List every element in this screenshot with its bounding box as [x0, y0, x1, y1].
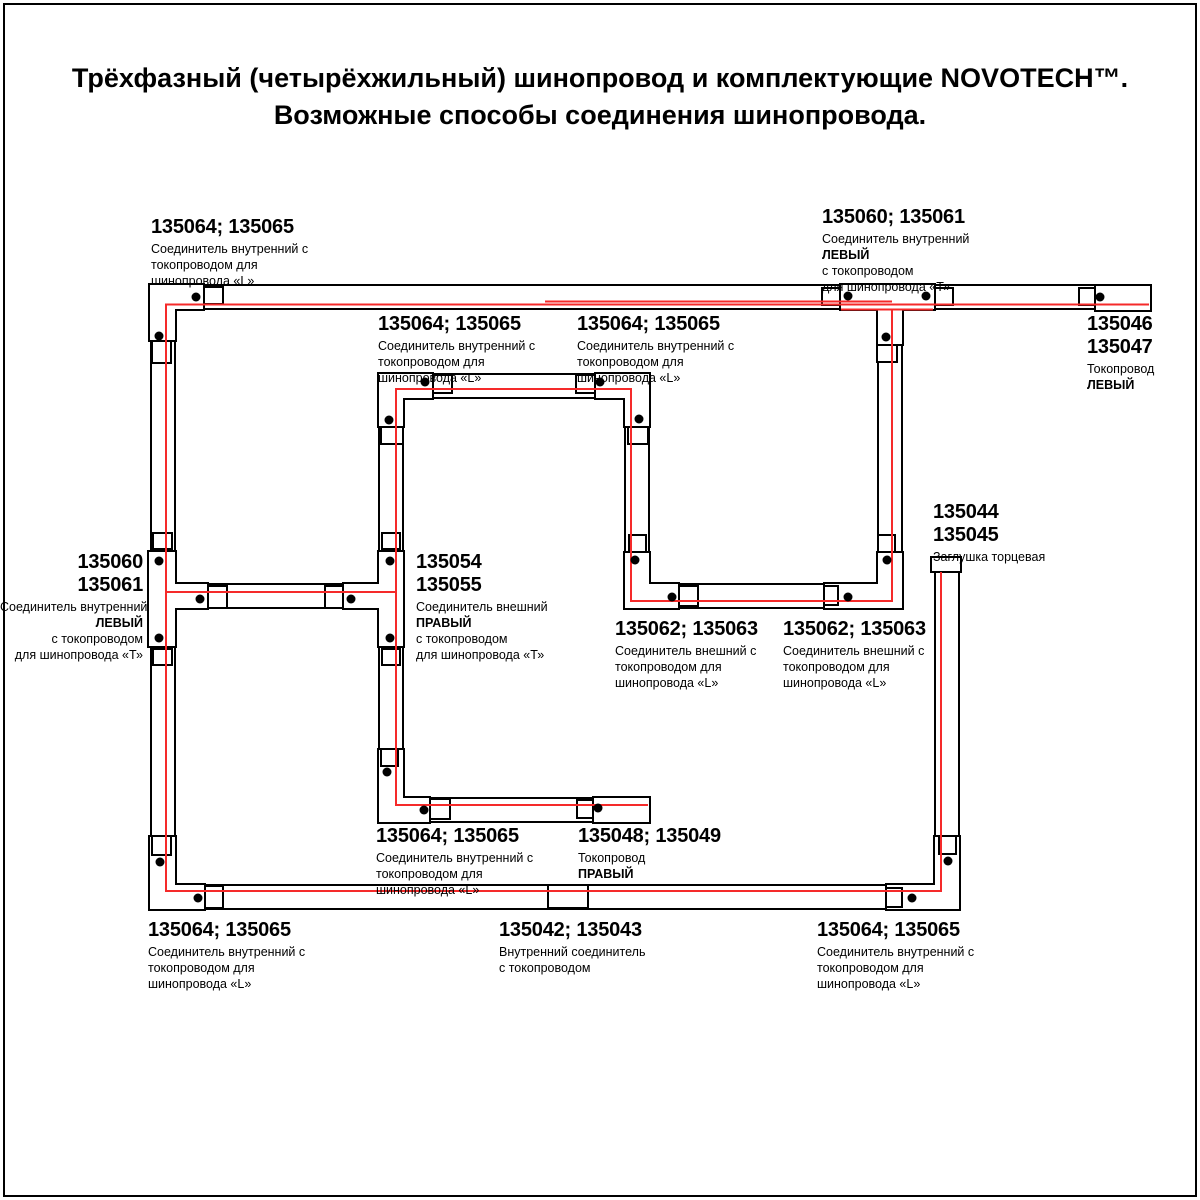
part-desc-line: Соединитель внутренний с	[378, 339, 536, 353]
screw-dot	[594, 804, 603, 813]
connector-tab	[877, 345, 897, 362]
screw-dot	[668, 593, 677, 602]
screw-dot	[631, 556, 640, 565]
part-desc-line: Соединитель внутренний с	[376, 851, 534, 865]
connector-tab	[1079, 288, 1095, 305]
part-code: 135048; 135049	[578, 825, 721, 847]
screw-dot	[944, 857, 953, 866]
part-code: 135046	[1087, 313, 1153, 335]
screw-dot	[882, 333, 891, 342]
label-connector-top-tee	[822, 206, 969, 295]
part-desc-line: Токопровод	[578, 851, 646, 865]
screw-dot	[385, 416, 394, 425]
screw-dot	[908, 894, 917, 903]
page-title-line2: Возможные способы соединения шинопровода.	[273, 100, 927, 130]
part-desc-line: токопроводом для	[577, 355, 684, 369]
label-connector-outer-corner-right	[783, 618, 926, 691]
part-code: 135047	[1087, 336, 1153, 358]
screw-dot	[155, 557, 164, 566]
connector-tab	[824, 586, 838, 605]
label-connector-top-left	[151, 216, 308, 289]
part-desc-line: Соединитель внутренний с	[577, 339, 735, 353]
part-desc-line: ЛЕВЫЙ	[822, 248, 870, 262]
connector-tab	[382, 649, 400, 665]
screw-dot	[192, 293, 201, 302]
part-desc-line: шинопровода «L»	[148, 977, 252, 991]
part-desc-line: для шинопровода «Т»	[822, 280, 951, 294]
part-desc-line: шинопровода «L»	[378, 371, 482, 385]
label-connector-inner-top-left	[378, 313, 535, 386]
part-desc-line: Заглушка торцевая	[933, 550, 1046, 564]
part-code: 135054	[416, 551, 482, 573]
label-connector-bottom-right	[817, 919, 974, 992]
screw-dot	[155, 634, 164, 643]
part-code: 135064; 135065	[148, 919, 291, 941]
part-code: 135062; 135063	[783, 618, 926, 640]
connector-tab	[152, 341, 171, 363]
part-desc-line: Соединитель внутренний с	[148, 945, 306, 959]
connector-tab	[208, 586, 227, 608]
part-desc-line: Соединитель внешний с	[615, 644, 757, 658]
part-desc-line: шинопровода «L»	[615, 676, 719, 690]
part-desc-line: Соединитель внутренний	[0, 600, 148, 614]
page-title	[0, 60, 1200, 134]
screw-dot	[883, 556, 892, 565]
label-connector-left-tee	[0, 551, 148, 663]
connector-tab	[153, 649, 172, 665]
part-desc-line: шинопровода «L»	[783, 676, 887, 690]
part-desc-line: с токопроводом	[51, 632, 143, 646]
page-title-line1: Трёхфазный (четырёхжильный) шинопровод и комплектующие NOVOTECH™.	[71, 63, 1129, 93]
screw-dot	[383, 768, 392, 777]
connector-tab	[325, 586, 343, 608]
label-feed-right	[578, 825, 721, 882]
part-desc-line: токопроводом для	[151, 258, 258, 272]
part-desc-line: Соединитель внешний с	[783, 644, 925, 658]
part-desc-line: Соединитель внутренний с	[151, 242, 309, 256]
part-desc-line: шинопровода «L»	[376, 883, 480, 897]
connector-tab	[679, 586, 698, 606]
label-connector-bottom-middle	[499, 919, 645, 976]
screw-dot	[1096, 293, 1105, 302]
screw-dot	[194, 894, 203, 903]
screw-dot	[386, 634, 395, 643]
part-desc-line: с токопроводом	[416, 632, 508, 646]
part-desc-line: Внутренний соединитель	[499, 945, 646, 959]
part-desc-line: Соединитель внешний	[416, 600, 548, 614]
part-code: 135055	[416, 574, 482, 596]
screw-dot	[420, 806, 429, 815]
part-code: 135064; 135065	[376, 825, 519, 847]
part-code: 135044	[933, 501, 999, 523]
part-code: 135045	[933, 524, 999, 546]
label-end-cap	[933, 501, 1045, 565]
part-desc-line: токопроводом для	[817, 961, 924, 975]
label-connector-outer-tee	[416, 551, 548, 663]
connector-tab	[381, 427, 403, 444]
part-desc-line: токопроводом для	[376, 867, 483, 881]
part-desc-line: токопроводом для	[148, 961, 255, 975]
part-code: 135062; 135063	[615, 618, 758, 640]
label-feed-left	[1087, 313, 1154, 393]
connector-tab	[204, 287, 223, 304]
part-code: 135064; 135065	[577, 313, 720, 335]
label-connector-inner-top-right	[577, 313, 734, 386]
screw-dot	[844, 593, 853, 602]
part-desc-line: шинопровода «L»	[817, 977, 921, 991]
part-desc-line: ПРАВЫЙ	[578, 867, 634, 881]
part-desc-line: токопроводом для	[783, 660, 890, 674]
label-connector-bottom-inner	[376, 825, 533, 898]
part-desc-line: Токопровод	[1087, 362, 1155, 376]
part-desc-line: с токопроводом	[499, 961, 591, 975]
part-code: 135061	[77, 574, 143, 596]
part-code: 135060	[77, 551, 143, 573]
part-code: 135064; 135065	[378, 313, 521, 335]
connector-tab	[577, 800, 593, 818]
part-code: 135064; 135065	[817, 919, 960, 941]
part-desc-line: ЛЕВЫЙ	[95, 616, 143, 630]
part-desc-line: токопроводом для	[615, 660, 722, 674]
screw-dot	[635, 415, 644, 424]
screw-dot	[347, 595, 356, 604]
connector-tab	[382, 533, 400, 549]
part-desc-line: токопроводом для	[378, 355, 485, 369]
part-desc-line: для шинопровода «Т»	[416, 648, 545, 662]
part-code: 135060; 135061	[822, 206, 965, 228]
part-desc-line: шинопровода «L»	[577, 371, 681, 385]
part-code: 135064; 135065	[151, 216, 294, 238]
screw-dot	[155, 332, 164, 341]
screw-dot	[386, 557, 395, 566]
part-desc-line: для шинопровода «Т»	[14, 648, 143, 662]
label-connector-outer-corner-left	[615, 618, 758, 691]
part-desc-line: ЛЕВЫЙ	[1087, 378, 1135, 392]
inner-connector-tab	[548, 885, 588, 908]
connector-tab	[153, 533, 172, 549]
label-connector-bottom-left	[148, 919, 305, 992]
connector-tab	[430, 799, 450, 819]
part-desc-line: Соединитель внутренний	[822, 232, 970, 246]
part-code: 135042; 135043	[499, 919, 642, 941]
part-desc-line: ПРАВЫЙ	[416, 616, 472, 630]
part-desc-line: Соединитель внутренний с	[817, 945, 975, 959]
part-desc-line: с токопроводом	[822, 264, 914, 278]
connector-tab	[205, 886, 223, 908]
connector-tab	[152, 836, 171, 855]
screw-dot	[156, 858, 165, 867]
part-desc-line: шинопровода «L»	[151, 274, 255, 288]
screw-dot	[196, 595, 205, 604]
